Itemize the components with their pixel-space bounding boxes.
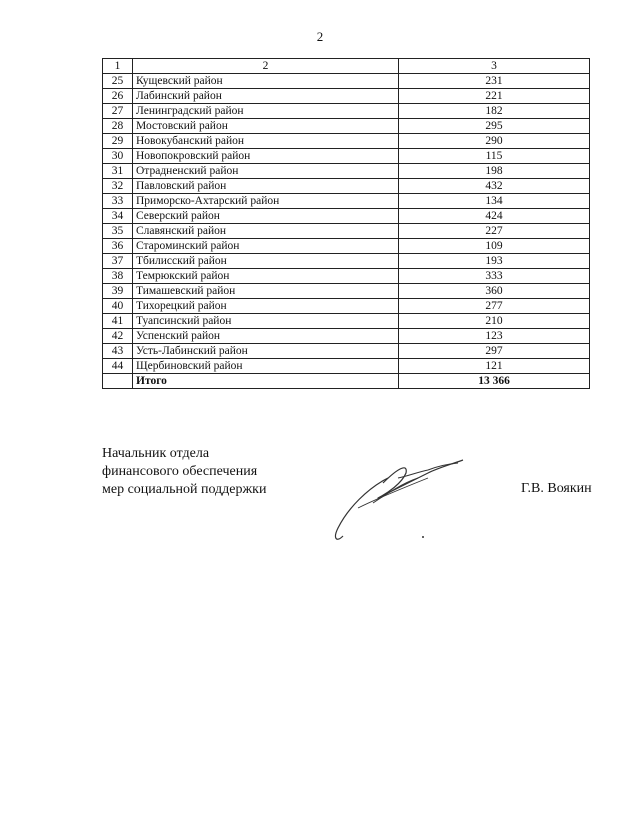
district-value: 193 <box>399 254 590 269</box>
district-name: Северский район <box>133 209 399 224</box>
table-row <box>103 89 590 104</box>
table-row <box>103 194 590 209</box>
table-row <box>103 269 590 284</box>
position-line-1: Начальник отдела <box>102 446 210 461</box>
page-number: 2 <box>316 29 324 44</box>
row-number: 40 <box>103 299 133 314</box>
row-number: 33 <box>103 194 133 209</box>
district-name: Тихорецкий район <box>133 299 399 314</box>
district-name: Павловский район <box>133 179 399 194</box>
district-value: 277 <box>399 299 590 314</box>
position-line-2: финансового обеспечения <box>102 464 258 479</box>
district-value: 360 <box>399 284 590 299</box>
district-name: Тбилисский район <box>133 254 399 269</box>
row-number: 38 <box>103 269 133 284</box>
row-number: 35 <box>103 224 133 239</box>
row-number: 25 <box>103 74 133 89</box>
district-value: 198 <box>399 164 590 179</box>
total-empty-cell <box>103 374 133 389</box>
district-table <box>102 58 590 389</box>
table-row <box>103 299 590 314</box>
row-number: 42 <box>103 329 133 344</box>
district-value: 109 <box>399 239 590 254</box>
column-header-1: 1 <box>103 59 133 74</box>
district-value: 295 <box>399 119 590 134</box>
table-row <box>103 254 590 269</box>
table-row <box>103 329 590 344</box>
district-name: Новокубанский район <box>133 134 399 149</box>
district-name: Успенский район <box>133 329 399 344</box>
district-name: Староминский район <box>133 239 399 254</box>
row-number: 41 <box>103 314 133 329</box>
district-name: Мостовский район <box>133 119 399 134</box>
row-number: 28 <box>103 119 133 134</box>
district-value: 210 <box>399 314 590 329</box>
signature-block <box>102 445 266 499</box>
table-row <box>103 314 590 329</box>
district-name: Лабинский район <box>133 89 399 104</box>
table-row <box>103 104 590 119</box>
row-number: 30 <box>103 149 133 164</box>
district-name: Тимашевский район <box>133 284 399 299</box>
handwritten-signature <box>328 448 478 548</box>
total-row <box>103 374 590 389</box>
district-value: 227 <box>399 224 590 239</box>
table-row <box>103 224 590 239</box>
column-header-3: 3 <box>399 59 590 74</box>
row-number: 27 <box>103 104 133 119</box>
table-row <box>103 119 590 134</box>
table-row <box>103 164 590 179</box>
row-number: 32 <box>103 179 133 194</box>
signer-name: Г.В. Воякин <box>521 481 592 496</box>
district-name: Приморско-Ахтарский район <box>133 194 399 209</box>
table-row <box>103 134 590 149</box>
district-name: Новопокровский район <box>133 149 399 164</box>
district-name: Усть-Лабинский район <box>133 344 399 359</box>
position-line-3: мер социальной поддержки <box>102 482 267 497</box>
district-value: 290 <box>399 134 590 149</box>
row-number: 31 <box>103 164 133 179</box>
district-name: Щербиновский район <box>133 359 399 374</box>
district-value: 333 <box>399 269 590 284</box>
district-value: 115 <box>399 149 590 164</box>
district-value: 123 <box>399 329 590 344</box>
district-name: Отрадненский район <box>133 164 399 179</box>
district-name: Темрюкский район <box>133 269 399 284</box>
row-number: 34 <box>103 209 133 224</box>
district-value: 297 <box>399 344 590 359</box>
district-value: 134 <box>399 194 590 209</box>
table-row <box>103 239 590 254</box>
row-number: 39 <box>103 284 133 299</box>
table-row <box>103 179 590 194</box>
table-row <box>103 74 590 89</box>
district-value: 221 <box>399 89 590 104</box>
district-name: Туапсинский район <box>133 314 399 329</box>
total-value: 13 366 <box>399 374 590 389</box>
table-header-row <box>103 59 590 74</box>
district-value: 121 <box>399 359 590 374</box>
table-row <box>103 344 590 359</box>
column-header-2: 2 <box>133 59 399 74</box>
total-label: Итого <box>133 374 399 389</box>
table-row <box>103 149 590 164</box>
table-row <box>103 359 590 374</box>
row-number: 29 <box>103 134 133 149</box>
district-value: 182 <box>399 104 590 119</box>
row-number: 26 <box>103 89 133 104</box>
district-value: 231 <box>399 74 590 89</box>
row-number: 44 <box>103 359 133 374</box>
district-value: 424 <box>399 209 590 224</box>
row-number: 43 <box>103 344 133 359</box>
district-value: 432 <box>399 179 590 194</box>
district-name: Ленинградский район <box>133 104 399 119</box>
row-number: 36 <box>103 239 133 254</box>
district-name: Славянский район <box>133 224 399 239</box>
table-row <box>103 209 590 224</box>
table-row <box>103 284 590 299</box>
row-number: 37 <box>103 254 133 269</box>
district-name: Кущевский район <box>133 74 399 89</box>
